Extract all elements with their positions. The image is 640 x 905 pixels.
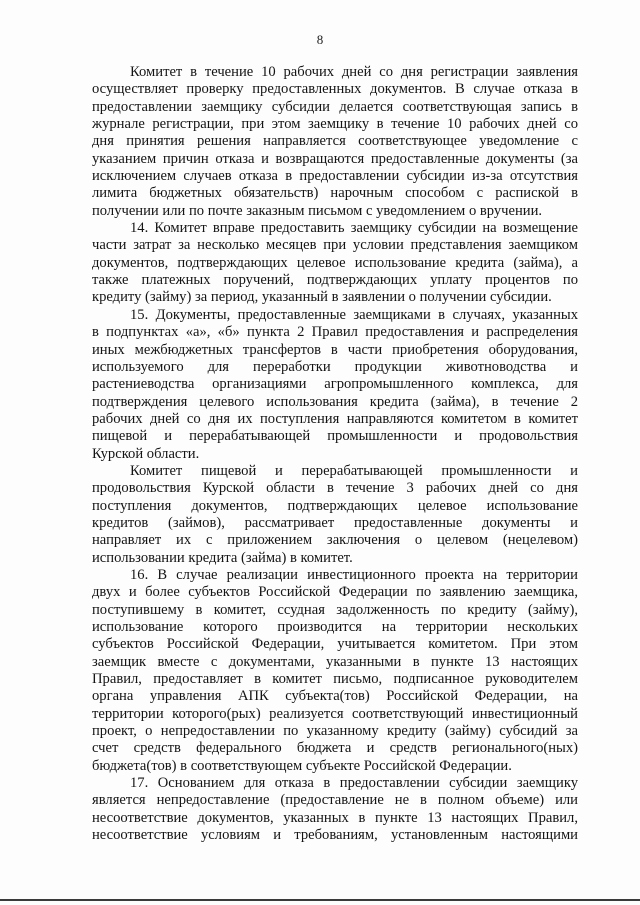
text-line: осуществляет проверку предоставленных документов. В случае отказа в: [92, 81, 578, 98]
text-line: журнале регистрации, при этом заемщику в течение 10 рабочих дней со: [92, 116, 578, 133]
text-line: части затрат за несколько месяцев при условии представления заемщиком: [92, 237, 578, 254]
text-line: пищевой и перерабатывающей промышленности и продовольствия: [92, 428, 578, 445]
text-line: Комитет в течение 10 рабочих дней со дня регистрации заявления: [130, 64, 578, 80]
paragraph: [92, 307, 578, 463]
text-line: указанием причин отказа и возвращаются предоставленные документы (за: [92, 150, 578, 167]
page-number: 8: [316, 32, 324, 47]
text-line: 14. Комитет вправе предоставить заемщику субсидии на возмещение: [130, 220, 578, 237]
paragraph: [92, 775, 578, 844]
text-line: Курской области.: [92, 445, 200, 462]
text-line: 16. В случае реализации инвестиционного проекта на территории: [130, 566, 578, 583]
text-line: двух и более субъектов Российской Федерации по заявлению заемщика,: [92, 584, 578, 601]
paragraph: [92, 220, 578, 307]
paragraph: [92, 567, 578, 775]
text-line: органа управления АПК субъекта(тов) Российской Федерации, на: [92, 688, 578, 705]
text-line: растениеводства организациями агропромышленного комплекса, для: [92, 376, 578, 393]
text-line: бюджета(тов) в соответствующем субъекте Российской Федерации.: [92, 757, 512, 774]
text-line: используемого для переработки продукции животноводства и: [92, 358, 578, 375]
text-line: кредиту (займу) за период, указанный в заявлении о получении субсидии.: [92, 289, 552, 306]
text-line: использование которого производится на территории нескольких: [92, 619, 578, 635]
text-line: иных межбюджетных трансфертов в части приобретения оборудования,: [92, 341, 578, 358]
text-line: также платежных поручений, подтверждающих уплату процентов по: [92, 272, 578, 289]
text-line: несоответствие условиям и требованиям, установленным настоящими: [92, 827, 578, 844]
text-line: направляет их с приложением заключения о целевом (нецелевом): [92, 532, 578, 549]
paragraph: [92, 463, 578, 567]
text-line: предоставлении заемщику субсидии делается соответствующая запись в: [92, 98, 578, 115]
text-line: подтверждения целевого использования кредита (займа), в течение 2: [92, 393, 578, 410]
text-line: субъектов Российской Федерации, учитывается комитетом. При этом: [92, 636, 578, 653]
text-line: несоответствие документов, указанных в пункте 13 настоящих Правил,: [92, 809, 578, 826]
text-line: документов, подтверждающих целевое использование кредита (займа), а: [92, 254, 578, 271]
text-line: продовольствия Курской области в течение 3 рабочих дней со дня: [92, 480, 578, 497]
text-line: дня принятия решения направляется соответствующее уведомление с: [92, 133, 578, 150]
text-line: 17. Основанием для отказа в предоставлении субсидии заемщику: [130, 775, 578, 792]
text-line: территории которого(рых) реализуется соответствующий инвестиционный: [92, 705, 578, 722]
text-line: получении или по почте заказным письмом с уведомлением о вручении.: [92, 202, 543, 219]
paragraph: [92, 64, 578, 220]
text-line: Правил, предоставляет в комитет письмо, подписанное руководителем: [92, 671, 578, 688]
text-line: является непредоставление (предоставление не в полном объеме) или: [92, 792, 578, 809]
text-line: кредитов (займов), рассматривает предоставленные документы и: [92, 514, 578, 531]
text-line: счет средств федерального бюджета и средств регионального(ных): [92, 740, 578, 757]
text-line: использовании кредита (займа) в комитет.: [92, 549, 353, 566]
text-line: лимита бюджетных обязательств) нарочным способом с распиской в: [92, 185, 578, 202]
text-line: рабочих дней со дня их поступления направляются комитетом в комитет: [92, 410, 578, 427]
text-line: поступления документов, подтверждающих целевое использование: [92, 497, 578, 514]
page-bottom-border: [0, 899, 640, 901]
text-line: проект, о непредоставлении по указанному кредиту (займу) субсидий за: [92, 723, 578, 740]
text-line: поступившему в комитет, ссудная задолженность по кредиту (займу),: [92, 601, 578, 618]
text-line: в подпунктах «а», «б» пункта 2 Правил предоставления и распределения: [92, 324, 578, 341]
text-line: исключением случаев отказа в предоставлении субсидии из-за отсутствия: [92, 168, 578, 185]
document-body: [92, 64, 578, 844]
text-line: 15. Документы, предоставленные заемщиками в случаях, указанных: [130, 306, 578, 323]
text-line: заемщик вместе с документами, указанными в пункте 13 настоящих: [92, 653, 578, 670]
text-line: Комитет пищевой и перерабатывающей промышленности и: [130, 462, 578, 479]
